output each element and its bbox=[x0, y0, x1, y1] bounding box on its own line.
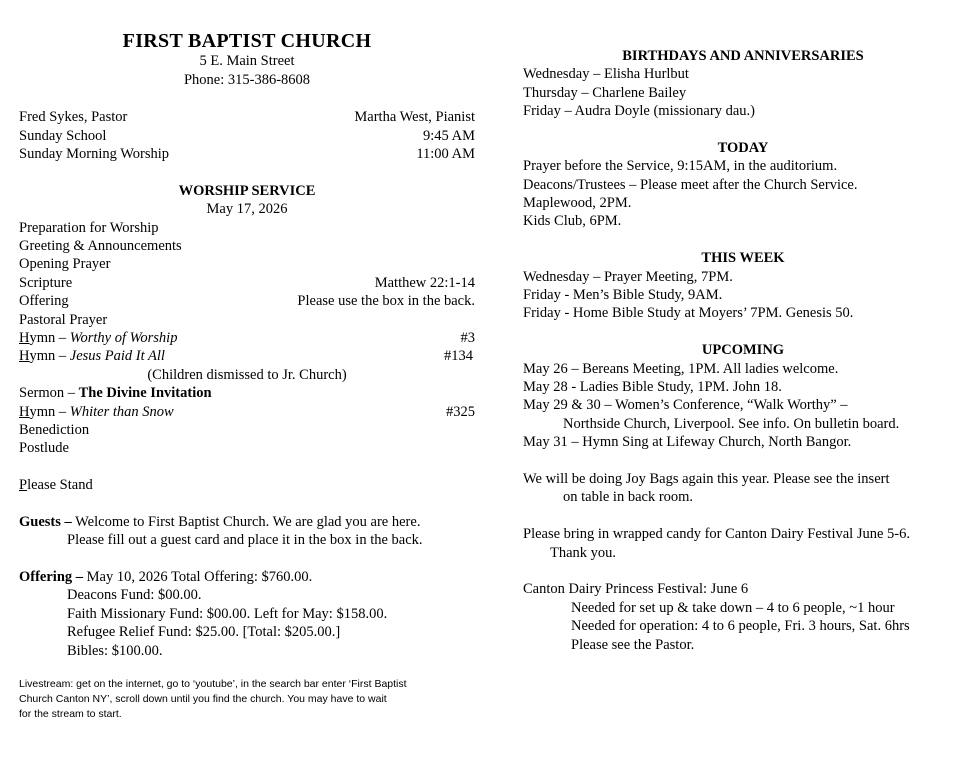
order-offering bbox=[19, 292, 475, 311]
offering-report-label: Offering – bbox=[19, 569, 84, 585]
offering-faith-missionary-fund: Faith Missionary Fund: $00.00. Left for May: $158.00. bbox=[67, 606, 388, 622]
candy-line-2: Thank you. bbox=[550, 545, 617, 561]
guests-line-2: Please fill out a guest card and place it in the box in the back. bbox=[67, 532, 423, 548]
princess-festival-line-1: Canton Dairy Princess Festival: June 6 bbox=[523, 581, 749, 597]
today-item: Kids Club, 6PM. bbox=[523, 213, 622, 229]
offering-label: Offering bbox=[19, 293, 69, 309]
order-greeting: Greeting & Announcements bbox=[19, 238, 182, 254]
this-week-item: Friday - Men’s Bible Study, 9AM. bbox=[523, 287, 723, 303]
hymn-3-number: #325 bbox=[446, 404, 475, 420]
hymn-2-number: #134 bbox=[444, 348, 473, 364]
scripture-ref: Matthew 22:1-14 bbox=[374, 275, 475, 291]
order-preparation: Preparation for Worship bbox=[19, 220, 159, 236]
guests-line-1 bbox=[19, 513, 475, 532]
staff-row bbox=[19, 108, 475, 127]
pastor-name: Fred Sykes, Pastor bbox=[19, 109, 128, 125]
offering-note: Please use the box in the back. bbox=[297, 293, 475, 309]
morning-worship-row bbox=[19, 145, 475, 164]
upcoming-heading: UPCOMING bbox=[701, 342, 785, 358]
today-heading: TODAY bbox=[717, 140, 769, 156]
livestream-line-1: Livestream: get on the internet, go to ‘youtube’, in the search bar enter ‘First Baptist bbox=[19, 678, 407, 690]
please-stand-initial: P bbox=[19, 477, 28, 493]
order-opening-prayer: Opening Prayer bbox=[19, 256, 111, 272]
livestream-line-2: Church Canton NY’, scroll down until you find the church. You may have to wait bbox=[19, 693, 387, 705]
joy-bags-line-1: We will be doing Joy Bags again this year. Please see the insert bbox=[523, 471, 890, 487]
church-name: FIRST BAPTIST CHURCH bbox=[122, 30, 372, 52]
hymn-3-title: Whiter than Snow bbox=[69, 404, 174, 420]
birthday-item: Wednesday – Elisha Hurlbut bbox=[523, 66, 689, 82]
princess-festival-line-2: Needed for set up & take down – 4 to 6 people, ~1 hour bbox=[571, 600, 895, 616]
sunday-school-row bbox=[19, 127, 475, 146]
morning-worship-label: Sunday Morning Worship bbox=[19, 146, 170, 162]
offering-report-total: May 10, 2026 Total Offering: $760.00. bbox=[83, 569, 313, 585]
hymn-2-label: ymn – bbox=[29, 348, 70, 364]
pianist-name: Martha West, Pianist bbox=[354, 109, 475, 125]
upcoming-line: May 29 & 30 – Women’s Conference, “Walk Worthy” – bbox=[523, 397, 848, 413]
hymn-2-initial: H bbox=[19, 348, 30, 364]
church-phone: Phone: 315-386-8608 bbox=[183, 72, 311, 88]
birthday-item: Friday – Audra Doyle (missionary dau.) bbox=[523, 103, 755, 119]
hymn-1-number: #3 bbox=[460, 330, 475, 346]
order-pastoral-prayer: Pastoral Prayer bbox=[19, 312, 108, 328]
hymn-1-title: Worthy of Worship bbox=[69, 330, 178, 346]
please-stand-rest: lease Stand bbox=[27, 477, 93, 493]
order-scripture bbox=[19, 274, 475, 293]
worship-date: May 17, 2026 bbox=[206, 201, 288, 217]
upcoming-line: May 31 – Hymn Sing at Lifeway Church, North Bangor. bbox=[523, 434, 852, 450]
this-week-heading: THIS WEEK bbox=[701, 250, 785, 266]
hymn-1-label: ymn – bbox=[29, 330, 70, 346]
offering-bibles: Bibles: $100.00. bbox=[67, 643, 163, 659]
today-item: Deacons/Trustees – Please meet after the Church Service. bbox=[523, 177, 858, 193]
sunday-school-time: 9:45 AM bbox=[423, 128, 475, 144]
birthdays-heading: BIRTHDAYS AND ANNIVERSARIES bbox=[622, 48, 864, 64]
today-item: Prayer before the Service, 9:15AM, in the auditorium. bbox=[523, 158, 838, 174]
please-stand-note bbox=[19, 476, 475, 495]
offering-refugee-relief-fund: Refugee Relief Fund: $25.00. [Total: $205.00.] bbox=[67, 624, 341, 640]
today-item: Maplewood, 2PM. bbox=[523, 195, 632, 211]
princess-festival-line-3: Needed for operation: 4 to 6 people, Fri. 3 hours, Sat. 6hrs bbox=[571, 618, 910, 634]
morning-worship-time: 11:00 AM bbox=[416, 146, 475, 162]
children-dismissed-note: (Children dismissed to Jr. Church) bbox=[147, 367, 347, 383]
hymn-2-title: Jesus Paid It All bbox=[69, 348, 165, 364]
candy-line-1: Please bring in wrapped candy for Canton Dairy Festival June 5-6. bbox=[523, 526, 910, 542]
hymn-1-initial: H bbox=[19, 330, 30, 346]
livestream-line-3: for the stream to start. bbox=[19, 708, 122, 720]
church-address: 5 E. Main Street bbox=[199, 53, 295, 69]
joy-bags-line-2: on table in back room. bbox=[563, 489, 694, 505]
order-hymn-2 bbox=[19, 347, 475, 366]
princess-festival-line-4: Please see the Pastor. bbox=[571, 637, 695, 653]
worship-service-heading: WORSHIP SERVICE bbox=[178, 183, 316, 199]
scripture-label: Scripture bbox=[19, 275, 73, 291]
this-week-item: Friday - Home Bible Study at Moyers’ 7PM. Genesis 50. bbox=[523, 305, 854, 321]
sunday-school-label: Sunday School bbox=[19, 128, 107, 144]
order-sermon bbox=[19, 384, 475, 403]
birthday-item: Thursday – Charlene Bailey bbox=[523, 85, 687, 101]
offering-report-line-1 bbox=[19, 568, 475, 587]
order-hymn-3 bbox=[19, 403, 475, 422]
hymn-3-initial: H bbox=[19, 404, 30, 420]
sermon-title: The Divine Invitation bbox=[78, 385, 212, 401]
guests-label: Guests – bbox=[19, 514, 72, 530]
upcoming-line: May 26 – Bereans Meeting, 1PM. All ladies welcome. bbox=[523, 361, 839, 377]
hymn-3-label: ymn – bbox=[29, 404, 70, 420]
offering-deacons-fund: Deacons Fund: $00.00. bbox=[67, 587, 202, 603]
upcoming-line: Northside Church, Liverpool. See info. On bulletin board. bbox=[563, 416, 900, 432]
order-hymn-1 bbox=[19, 329, 475, 348]
sermon-label: Sermon – bbox=[19, 385, 79, 401]
upcoming-line: May 28 - Ladies Bible Study, 1PM. John 18. bbox=[523, 379, 782, 395]
this-week-item: Wednesday – Prayer Meeting, 7PM. bbox=[523, 269, 733, 285]
guests-text-1: Welcome to First Baptist Church. We are glad you are here. bbox=[71, 514, 421, 530]
order-postlude: Postlude bbox=[19, 440, 69, 456]
order-benediction: Benediction bbox=[19, 422, 90, 438]
